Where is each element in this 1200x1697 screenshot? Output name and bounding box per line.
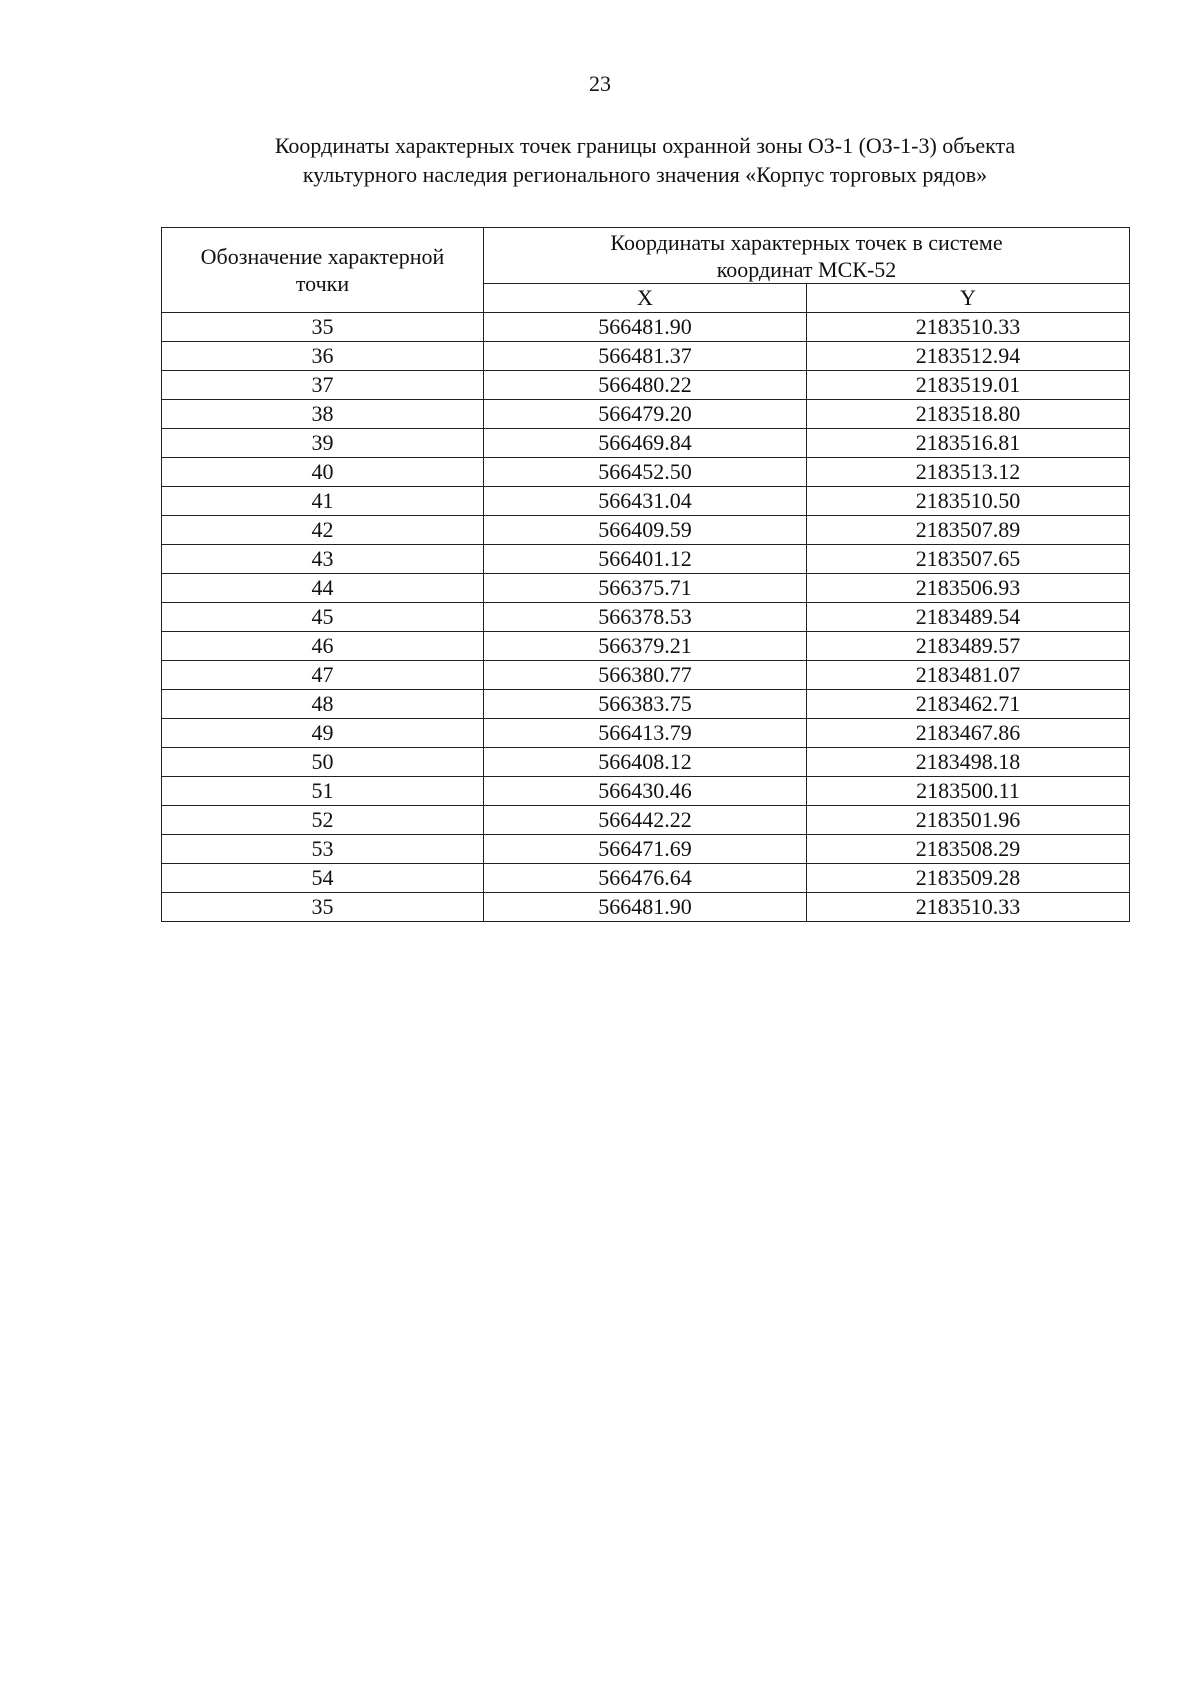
cell-point: 43 [162, 545, 484, 574]
cell-point: 48 [162, 690, 484, 719]
cell-point: 53 [162, 835, 484, 864]
table-row [162, 574, 1130, 603]
cell-point: 41 [162, 487, 484, 516]
table-row [162, 748, 1130, 777]
cell-x: 566375.71 [484, 574, 807, 603]
cell-point: 42 [162, 516, 484, 545]
cell-x: 566452.50 [484, 458, 807, 487]
cell-y: 2183481.07 [807, 661, 1130, 690]
cell-y: 2183489.57 [807, 632, 1130, 661]
table-row [162, 661, 1130, 690]
table-row [162, 632, 1130, 661]
cell-y: 2183508.29 [807, 835, 1130, 864]
cell-point: 45 [162, 603, 484, 632]
cell-point: 37 [162, 371, 484, 400]
cell-x: 566481.37 [484, 342, 807, 371]
table-row [162, 806, 1130, 835]
cell-y: 2183518.80 [807, 400, 1130, 429]
cell-y: 2183519.01 [807, 371, 1130, 400]
cell-x: 566469.84 [484, 429, 807, 458]
cell-x: 566480.22 [484, 371, 807, 400]
page-number: 23 [589, 71, 611, 96]
header-x: X [484, 284, 807, 313]
cell-y: 2183498.18 [807, 748, 1130, 777]
cell-y: 2183489.54 [807, 603, 1130, 632]
cell-y: 2183510.33 [807, 893, 1130, 922]
coordinates-table [161, 227, 1130, 922]
cell-y: 2183513.12 [807, 458, 1130, 487]
cell-y: 2183509.28 [807, 864, 1130, 893]
cell-x: 566481.90 [484, 893, 807, 922]
cell-x: 566479.20 [484, 400, 807, 429]
cell-x: 566431.04 [484, 487, 807, 516]
coordinates-table-header [162, 228, 1130, 313]
cell-point: 36 [162, 342, 484, 371]
header-coords-line-2: координат МСК-52 [716, 256, 897, 282]
cell-y: 2183512.94 [807, 342, 1130, 371]
cell-x: 566442.22 [484, 806, 807, 835]
table-row [162, 400, 1130, 429]
cell-x: 566481.90 [484, 313, 807, 342]
table-row [162, 603, 1130, 632]
header-point-line-2: точки [295, 271, 350, 296]
cell-x: 566471.69 [484, 835, 807, 864]
cell-y: 2183462.71 [807, 690, 1130, 719]
table-row [162, 371, 1130, 400]
cell-point: 40 [162, 458, 484, 487]
cell-point: 44 [162, 574, 484, 603]
cell-point: 50 [162, 748, 484, 777]
cell-y: 2183467.86 [807, 719, 1130, 748]
table-row [162, 458, 1130, 487]
table-row [162, 777, 1130, 806]
cell-x: 566378.53 [484, 603, 807, 632]
document-title-line-1: Координаты характерных точек границы охранной зоны ОЗ-1 (ОЗ-1-3) объекта [274, 133, 1016, 158]
cell-y: 2183500.11 [807, 777, 1130, 806]
cell-point: 49 [162, 719, 484, 748]
cell-x: 566413.79 [484, 719, 807, 748]
cell-y: 2183507.65 [807, 545, 1130, 574]
cell-point: 39 [162, 429, 484, 458]
table-row [162, 487, 1130, 516]
table-row [162, 545, 1130, 574]
cell-y: 2183510.50 [807, 487, 1130, 516]
cell-point: 35 [162, 313, 484, 342]
table-row [162, 835, 1130, 864]
table-row [162, 429, 1130, 458]
cell-point: 46 [162, 632, 484, 661]
cell-x: 566383.75 [484, 690, 807, 719]
cell-point: 35 [162, 893, 484, 922]
cell-point: 38 [162, 400, 484, 429]
cell-y: 2183507.89 [807, 516, 1130, 545]
cell-point: 47 [162, 661, 484, 690]
table-row [162, 313, 1130, 342]
cell-y: 2183501.96 [807, 806, 1130, 835]
table-row [162, 893, 1130, 922]
table-row [162, 342, 1130, 371]
cell-y: 2183506.93 [807, 574, 1130, 603]
cell-x: 566430.46 [484, 777, 807, 806]
header-coords-line-1: Координаты характерных точек в системе [610, 229, 1003, 255]
document-title [150, 131, 1140, 189]
cell-x: 566409.59 [484, 516, 807, 545]
cell-x: 566401.12 [484, 545, 807, 574]
table-row [162, 516, 1130, 545]
cell-point: 54 [162, 864, 484, 893]
document-title-line-2: культурного наследия регионального значения «Корпус торговых рядов» [302, 162, 988, 187]
header-point-designation [162, 228, 484, 313]
cell-point: 52 [162, 806, 484, 835]
table-row [162, 864, 1130, 893]
cell-y: 2183510.33 [807, 313, 1130, 342]
header-coordinates [484, 228, 1130, 284]
cell-y: 2183516.81 [807, 429, 1130, 458]
cell-x: 566476.64 [484, 864, 807, 893]
table-row [162, 690, 1130, 719]
coordinates-table-body [162, 313, 1130, 922]
cell-point: 51 [162, 777, 484, 806]
header-y: Y [807, 284, 1130, 313]
cell-x: 566380.77 [484, 661, 807, 690]
cell-x: 566408.12 [484, 748, 807, 777]
header-point-line-1: Обозначение характерной [200, 244, 445, 269]
table-row [162, 719, 1130, 748]
cell-x: 566379.21 [484, 632, 807, 661]
